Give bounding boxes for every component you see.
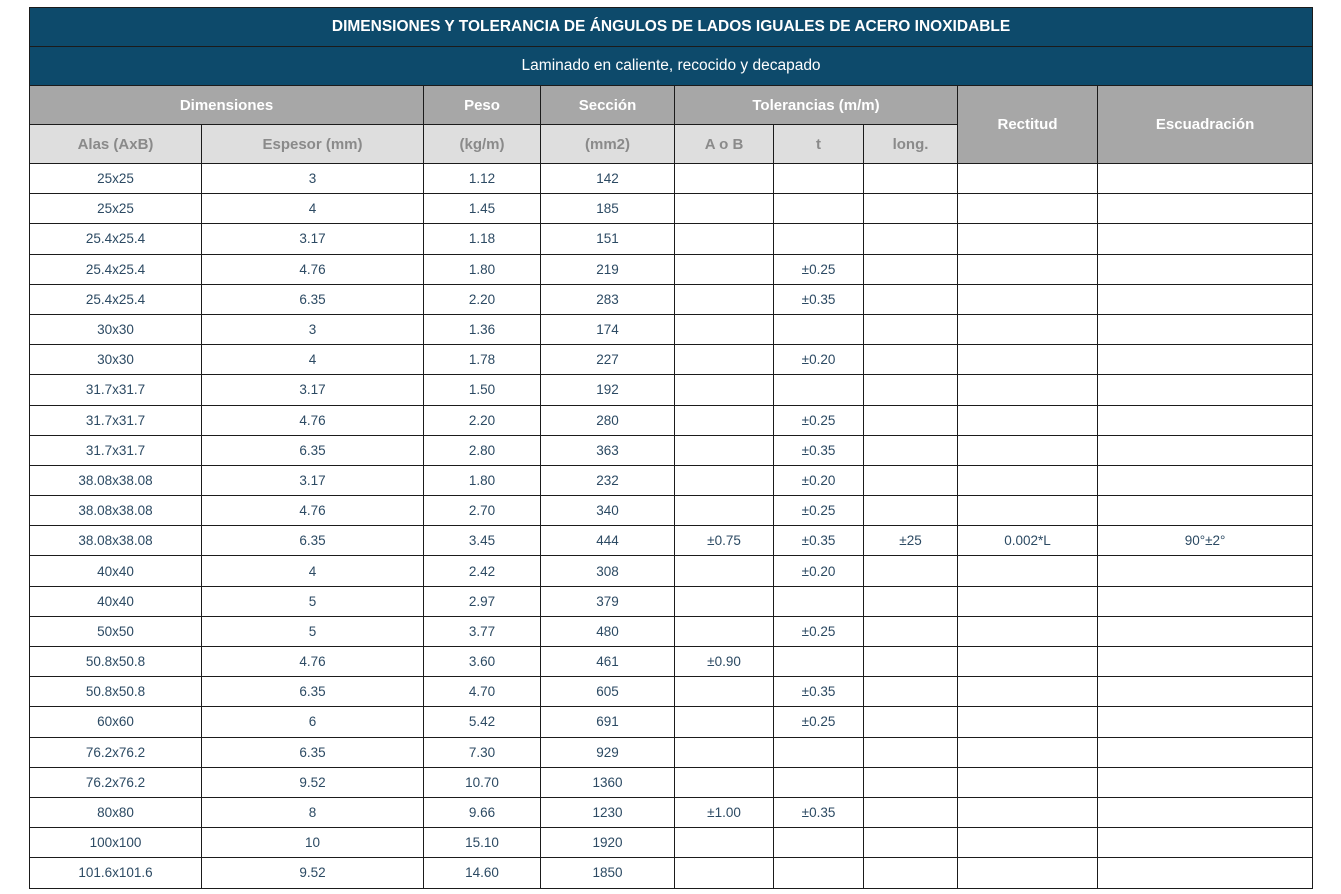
espesor-cell: 6.35 xyxy=(202,677,424,707)
tol-t-cell: ±0.25 xyxy=(774,707,864,737)
table-row xyxy=(30,194,1313,224)
alas-cell: 80x80 xyxy=(30,797,202,827)
alas-cell: 25.4x25.4 xyxy=(30,284,202,314)
peso-cell: 2.20 xyxy=(424,284,541,314)
seccion-cell: 444 xyxy=(541,526,675,556)
tol-long-cell xyxy=(864,164,958,194)
rectitud-cell xyxy=(958,797,1098,827)
rectitud-cell xyxy=(958,435,1098,465)
header-seccion-unit: (mm2) xyxy=(541,125,675,164)
header-espesor: Espesor (mm) xyxy=(202,125,424,164)
tol-long-cell xyxy=(864,828,958,858)
tol-long-cell xyxy=(864,556,958,586)
peso-cell: 2.70 xyxy=(424,496,541,526)
peso-cell: 9.66 xyxy=(424,797,541,827)
alas-cell: 25x25 xyxy=(30,194,202,224)
tol-t-cell: ±0.20 xyxy=(774,345,864,375)
alas-cell: 60x60 xyxy=(30,707,202,737)
alas-cell: 25x25 xyxy=(30,164,202,194)
tol-t-cell: ±0.20 xyxy=(774,556,864,586)
tol-t-cell: ±0.35 xyxy=(774,526,864,556)
tol-t-cell xyxy=(774,767,864,797)
escuadracion-cell xyxy=(1098,767,1313,797)
table-row xyxy=(30,737,1313,767)
alas-cell: 38.08x38.08 xyxy=(30,526,202,556)
peso-cell: 7.30 xyxy=(424,737,541,767)
tol-t-cell xyxy=(774,164,864,194)
table-row xyxy=(30,254,1313,284)
seccion-cell: 691 xyxy=(541,707,675,737)
rectitud-cell: 0.002*L xyxy=(958,526,1098,556)
header-row-main xyxy=(30,86,1313,125)
alas-cell: 30x30 xyxy=(30,314,202,344)
tol-long-cell xyxy=(864,194,958,224)
tol-t-cell xyxy=(774,828,864,858)
tol-long-cell xyxy=(864,375,958,405)
subtitle-row xyxy=(30,47,1313,86)
seccion-cell: 219 xyxy=(541,254,675,284)
tol-long-cell xyxy=(864,254,958,284)
tol-ab-cell xyxy=(675,375,774,405)
escuadracion-cell xyxy=(1098,254,1313,284)
tol-long-cell xyxy=(864,737,958,767)
tol-t-cell: ±0.25 xyxy=(774,254,864,284)
peso-cell: 2.42 xyxy=(424,556,541,586)
alas-cell: 31.7x31.7 xyxy=(30,405,202,435)
alas-cell: 76.2x76.2 xyxy=(30,737,202,767)
espesor-cell: 5 xyxy=(202,586,424,616)
rectitud-cell xyxy=(958,194,1098,224)
tol-t-cell: ±0.25 xyxy=(774,616,864,646)
tol-ab-cell xyxy=(675,496,774,526)
table-row xyxy=(30,828,1313,858)
rectitud-cell xyxy=(958,284,1098,314)
escuadracion-cell xyxy=(1098,435,1313,465)
espesor-cell: 9.52 xyxy=(202,858,424,888)
tol-ab-cell xyxy=(675,465,774,495)
espesor-cell: 4 xyxy=(202,345,424,375)
header-rectitud: Rectitud xyxy=(958,86,1098,164)
peso-cell: 3.77 xyxy=(424,616,541,646)
escuadracion-cell xyxy=(1098,647,1313,677)
rectitud-cell xyxy=(958,164,1098,194)
espesor-cell: 6.35 xyxy=(202,737,424,767)
seccion-cell: 151 xyxy=(541,224,675,254)
rectitud-cell xyxy=(958,345,1098,375)
table-row xyxy=(30,797,1313,827)
tol-t-cell: ±0.35 xyxy=(774,284,864,314)
seccion-cell: 363 xyxy=(541,435,675,465)
tol-ab-cell xyxy=(675,194,774,224)
tol-long-cell xyxy=(864,677,958,707)
seccion-cell: 1850 xyxy=(541,858,675,888)
alas-cell: 101.6x101.6 xyxy=(30,858,202,888)
escuadracion-cell xyxy=(1098,677,1313,707)
header-tolerancias: Tolerancias (m/m) xyxy=(675,86,958,125)
alas-cell: 38.08x38.08 xyxy=(30,496,202,526)
seccion-cell: 185 xyxy=(541,194,675,224)
tol-ab-cell xyxy=(675,858,774,888)
seccion-cell: 1360 xyxy=(541,767,675,797)
tol-ab-cell xyxy=(675,767,774,797)
table-row xyxy=(30,375,1313,405)
tol-t-cell xyxy=(774,737,864,767)
rectitud-cell xyxy=(958,737,1098,767)
tol-ab-cell xyxy=(675,556,774,586)
table-row xyxy=(30,435,1313,465)
escuadracion-cell xyxy=(1098,586,1313,616)
peso-cell: 1.80 xyxy=(424,254,541,284)
escuadracion-cell xyxy=(1098,496,1313,526)
alas-cell: 50x50 xyxy=(30,616,202,646)
peso-cell: 1.36 xyxy=(424,314,541,344)
tol-t-cell xyxy=(774,314,864,344)
seccion-cell: 283 xyxy=(541,284,675,314)
tol-ab-cell: ±1.00 xyxy=(675,797,774,827)
tol-ab-cell xyxy=(675,435,774,465)
espesor-cell: 6.35 xyxy=(202,526,424,556)
table-row xyxy=(30,345,1313,375)
escuadracion-cell xyxy=(1098,194,1313,224)
rectitud-cell xyxy=(958,586,1098,616)
espesor-cell: 3.17 xyxy=(202,375,424,405)
seccion-cell: 461 xyxy=(541,647,675,677)
peso-cell: 3.60 xyxy=(424,647,541,677)
tol-ab-cell xyxy=(675,314,774,344)
alas-cell: 38.08x38.08 xyxy=(30,465,202,495)
tol-ab-cell xyxy=(675,737,774,767)
alas-cell: 76.2x76.2 xyxy=(30,767,202,797)
header-dimensiones: Dimensiones xyxy=(30,86,424,125)
espesor-cell: 5 xyxy=(202,616,424,646)
table-row xyxy=(30,164,1313,194)
tol-long-cell xyxy=(864,858,958,888)
header-tol-long: long. xyxy=(864,125,958,164)
tol-ab-cell: ±0.90 xyxy=(675,647,774,677)
escuadracion-cell xyxy=(1098,707,1313,737)
escuadracion-cell xyxy=(1098,556,1313,586)
alas-cell: 50.8x50.8 xyxy=(30,677,202,707)
tol-long-cell xyxy=(864,496,958,526)
rectitud-cell xyxy=(958,375,1098,405)
header-peso: Peso xyxy=(424,86,541,125)
escuadracion-cell: 90°±2° xyxy=(1098,526,1313,556)
seccion-cell: 480 xyxy=(541,616,675,646)
espesor-cell: 6 xyxy=(202,707,424,737)
tol-t-cell xyxy=(774,375,864,405)
escuadracion-cell xyxy=(1098,737,1313,767)
header-escuadracion: Escuadración xyxy=(1098,86,1313,164)
tol-ab-cell xyxy=(675,164,774,194)
espesor-cell: 10 xyxy=(202,828,424,858)
table-row xyxy=(30,767,1313,797)
peso-cell: 15.10 xyxy=(424,828,541,858)
rectitud-cell xyxy=(958,707,1098,737)
tol-t-cell xyxy=(774,224,864,254)
tol-t-cell: ±0.35 xyxy=(774,797,864,827)
peso-cell: 3.45 xyxy=(424,526,541,556)
peso-cell: 1.80 xyxy=(424,465,541,495)
espesor-cell: 4.76 xyxy=(202,647,424,677)
alas-cell: 25.4x25.4 xyxy=(30,254,202,284)
seccion-cell: 605 xyxy=(541,677,675,707)
table-row xyxy=(30,224,1313,254)
rectitud-cell xyxy=(958,647,1098,677)
seccion-cell: 929 xyxy=(541,737,675,767)
tol-t-cell xyxy=(774,586,864,616)
rectitud-cell xyxy=(958,616,1098,646)
espesor-cell: 4.76 xyxy=(202,496,424,526)
tol-long-cell xyxy=(864,435,958,465)
seccion-cell: 174 xyxy=(541,314,675,344)
rectitud-cell xyxy=(958,405,1098,435)
rectitud-cell xyxy=(958,556,1098,586)
escuadracion-cell xyxy=(1098,405,1313,435)
espesor-cell: 9.52 xyxy=(202,767,424,797)
tol-t-cell xyxy=(774,858,864,888)
alas-cell: 50.8x50.8 xyxy=(30,647,202,677)
espesor-cell: 6.35 xyxy=(202,435,424,465)
tol-t-cell: ±0.20 xyxy=(774,465,864,495)
tol-t-cell: ±0.35 xyxy=(774,677,864,707)
alas-cell: 31.7x31.7 xyxy=(30,435,202,465)
tol-ab-cell xyxy=(675,224,774,254)
tol-ab-cell xyxy=(675,616,774,646)
seccion-cell: 1230 xyxy=(541,797,675,827)
tol-ab-cell xyxy=(675,254,774,284)
escuadracion-cell xyxy=(1098,858,1313,888)
peso-cell: 2.80 xyxy=(424,435,541,465)
tol-ab-cell xyxy=(675,284,774,314)
tol-t-cell: ±0.35 xyxy=(774,435,864,465)
tol-ab-cell xyxy=(675,405,774,435)
header-alas: Alas (AxB) xyxy=(30,125,202,164)
tol-long-cell xyxy=(864,314,958,344)
alas-cell: 25.4x25.4 xyxy=(30,224,202,254)
rectitud-cell xyxy=(958,314,1098,344)
rectitud-cell xyxy=(958,858,1098,888)
tol-ab-cell xyxy=(675,707,774,737)
rectitud-cell xyxy=(958,496,1098,526)
header-tol-ab: A o B xyxy=(675,125,774,164)
seccion-cell: 232 xyxy=(541,465,675,495)
tol-long-cell xyxy=(864,647,958,677)
espesor-cell: 3.17 xyxy=(202,465,424,495)
rectitud-cell xyxy=(958,767,1098,797)
tol-long-cell xyxy=(864,797,958,827)
tol-long-cell xyxy=(864,345,958,375)
alas-cell: 100x100 xyxy=(30,828,202,858)
tol-ab-cell xyxy=(675,586,774,616)
seccion-cell: 308 xyxy=(541,556,675,586)
espesor-cell: 4.76 xyxy=(202,254,424,284)
espesor-cell: 3 xyxy=(202,314,424,344)
rectitud-cell xyxy=(958,224,1098,254)
alas-cell: 40x40 xyxy=(30,556,202,586)
table-row xyxy=(30,284,1313,314)
rectitud-cell xyxy=(958,465,1098,495)
escuadracion-cell xyxy=(1098,616,1313,646)
peso-cell: 1.50 xyxy=(424,375,541,405)
table-row xyxy=(30,616,1313,646)
tol-t-cell xyxy=(774,647,864,677)
escuadracion-cell xyxy=(1098,375,1313,405)
table-subtitle: Laminado en caliente, recocido y decapado xyxy=(30,47,1313,86)
escuadracion-cell xyxy=(1098,828,1313,858)
table-row xyxy=(30,314,1313,344)
escuadracion-cell xyxy=(1098,164,1313,194)
espesor-cell: 3.17 xyxy=(202,224,424,254)
tol-ab-cell xyxy=(675,345,774,375)
peso-cell: 14.60 xyxy=(424,858,541,888)
escuadracion-cell xyxy=(1098,797,1313,827)
peso-cell: 1.45 xyxy=(424,194,541,224)
rectitud-cell xyxy=(958,677,1098,707)
tol-long-cell xyxy=(864,616,958,646)
peso-cell: 5.42 xyxy=(424,707,541,737)
peso-cell: 1.18 xyxy=(424,224,541,254)
tol-long-cell xyxy=(864,284,958,314)
escuadracion-cell xyxy=(1098,465,1313,495)
table-row xyxy=(30,677,1313,707)
tol-long-cell xyxy=(864,224,958,254)
header-seccion: Sección xyxy=(541,86,675,125)
table-row xyxy=(30,405,1313,435)
table-row xyxy=(30,858,1313,888)
peso-cell: 1.78 xyxy=(424,345,541,375)
table-row xyxy=(30,586,1313,616)
peso-cell: 2.97 xyxy=(424,586,541,616)
tol-long-cell xyxy=(864,707,958,737)
escuadracion-cell xyxy=(1098,224,1313,254)
tol-long-cell: ±25 xyxy=(864,526,958,556)
seccion-cell: 280 xyxy=(541,405,675,435)
tol-t-cell: ±0.25 xyxy=(774,405,864,435)
espesor-cell: 8 xyxy=(202,797,424,827)
tol-long-cell xyxy=(864,586,958,616)
espesor-cell: 4 xyxy=(202,194,424,224)
table-row xyxy=(30,526,1313,556)
seccion-cell: 340 xyxy=(541,496,675,526)
alas-cell: 31.7x31.7 xyxy=(30,375,202,405)
header-peso-unit: (kg/m) xyxy=(424,125,541,164)
tol-long-cell xyxy=(864,405,958,435)
tol-t-cell xyxy=(774,194,864,224)
table-row xyxy=(30,465,1313,495)
seccion-cell: 379 xyxy=(541,586,675,616)
tol-long-cell xyxy=(864,767,958,797)
peso-cell: 2.20 xyxy=(424,405,541,435)
table-row xyxy=(30,647,1313,677)
rectitud-cell xyxy=(958,828,1098,858)
title-row xyxy=(30,8,1313,47)
escuadracion-cell xyxy=(1098,284,1313,314)
tol-t-cell: ±0.25 xyxy=(774,496,864,526)
tol-ab-cell xyxy=(675,677,774,707)
espesor-cell: 4 xyxy=(202,556,424,586)
alas-cell: 40x40 xyxy=(30,586,202,616)
tol-long-cell xyxy=(864,465,958,495)
table-row xyxy=(30,556,1313,586)
peso-cell: 10.70 xyxy=(424,767,541,797)
tol-ab-cell xyxy=(675,828,774,858)
seccion-cell: 192 xyxy=(541,375,675,405)
table-body xyxy=(30,164,1313,889)
rectitud-cell xyxy=(958,254,1098,284)
escuadracion-cell xyxy=(1098,345,1313,375)
seccion-cell: 142 xyxy=(541,164,675,194)
espesor-cell: 4.76 xyxy=(202,405,424,435)
espesor-cell: 6.35 xyxy=(202,284,424,314)
alas-cell: 30x30 xyxy=(30,345,202,375)
table-row xyxy=(30,707,1313,737)
spec-table xyxy=(29,7,1313,889)
header-tol-t: t xyxy=(774,125,864,164)
tol-ab-cell: ±0.75 xyxy=(675,526,774,556)
espesor-cell: 3 xyxy=(202,164,424,194)
peso-cell: 4.70 xyxy=(424,677,541,707)
seccion-cell: 227 xyxy=(541,345,675,375)
table-title: DIMENSIONES Y TOLERANCIA DE ÁNGULOS DE LADOS IGUALES DE ACERO INOXIDABLE xyxy=(30,8,1313,47)
seccion-cell: 1920 xyxy=(541,828,675,858)
peso-cell: 1.12 xyxy=(424,164,541,194)
table-row xyxy=(30,496,1313,526)
escuadracion-cell xyxy=(1098,314,1313,344)
